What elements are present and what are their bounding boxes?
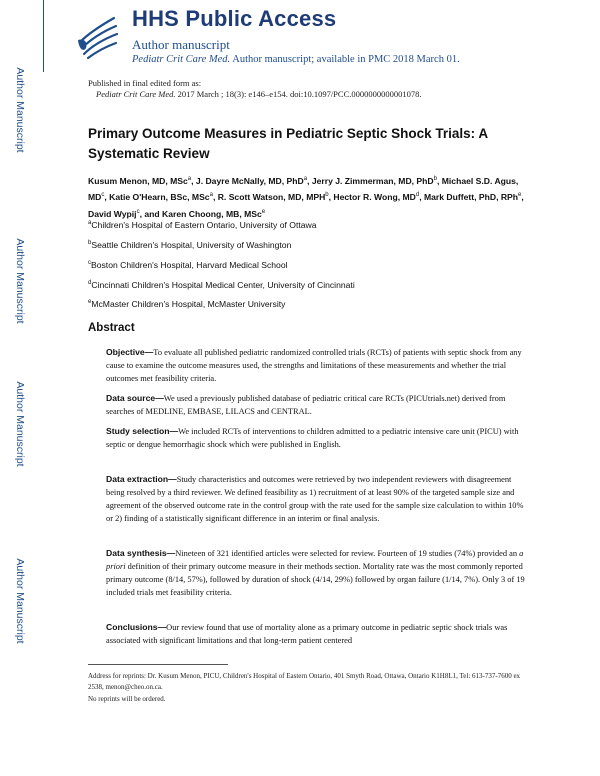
affiliation-mark: b xyxy=(88,240,92,247)
sidebar xyxy=(0,0,40,776)
abstract-heading: Abstract xyxy=(88,322,135,334)
page-header-subtitle: Author manuscript xyxy=(132,37,230,52)
section-text: Our review found that use of mortality alone as a primary outcome in pediatric septic shock trials was associated with significant limitations and that long-term patient centered xyxy=(106,623,508,646)
author-name: Mark Duffett, PhD, RPh xyxy=(423,192,519,203)
header-divider xyxy=(43,0,44,72)
article-title: Primary Outcome Measures in Pediatric Septic Shock Trials: A Systematic Review xyxy=(88,126,488,161)
citation xyxy=(96,89,422,99)
sidebar-label: Author Manuscript xyxy=(14,67,26,153)
author-name: Jerry J. Zimmerman, MD, PhD xyxy=(311,175,434,186)
abstract-data-source xyxy=(106,392,526,418)
abstract-data-synthesis xyxy=(106,547,526,599)
affiliation xyxy=(88,280,355,290)
abstract-study-selection xyxy=(106,425,526,451)
author-affiliation-mark: a xyxy=(209,192,213,199)
author-affiliation-mark: d xyxy=(415,192,420,199)
sidebar-label: Author Manuscript xyxy=(14,238,26,324)
section-text: definition of their primary outcome measure in their methods section. Mortality rate was the most commonly reported primary outcome (8/14, 57%), followed by duration of shock (4/14, 29%) followed by organ failure (1/14, 7%). Only 3 of 19 included trials met feasibility criteria. xyxy=(106,562,525,598)
author-name: Hector R. Wong, MD xyxy=(333,192,416,203)
section-text: We included RCTs of interventions to children admitted to a pediatric intensive care unit (PICU) with septic or dengue hemorrhagic shock which were published in English. xyxy=(106,427,519,450)
author-affiliation-mark: e xyxy=(261,208,266,215)
author-name: Kusum Menon, MD, MSc xyxy=(88,175,188,186)
affiliation-mark: c xyxy=(88,260,91,267)
section-label: Objective— xyxy=(106,347,154,357)
author-affiliation-mark: b xyxy=(433,176,437,182)
footnote-address: Address for reprints: Dr. Kusum Menon, PICU, Children's Hospital of Eastern Ontario, 401 Smyth Road, Ottawa, Ontario K1H8L1, Tel: 613-737-7600 ex 2538, menon@cheo.on.ca. xyxy=(88,672,521,691)
affiliation-text: Seattle Children's Hospital, University of Washington xyxy=(91,240,292,250)
author-affiliation-mark: e xyxy=(518,192,522,199)
journal-line xyxy=(132,54,460,65)
affiliation-text: Cincinnati Children's Hospital Medical Center, University of Cincinnati xyxy=(91,280,355,290)
author-name: Michael S.D. Agus, MD xyxy=(88,175,519,203)
abstract-data-extraction xyxy=(106,473,526,525)
author-list: Kusum Menon, MD, MSc$^a$, J. Dayre McNally, MD, PhD$^a$, Jerry J. Zimmerman, MD, PhD$^b$, Michael S.D. Agus, $MD^c$, Katie O'Hearn, BSc, MSc$^a$, R. Scott Watson, MD, MPH$^b$, Hector R. Wong, $MD^d$, Mark Duffett, PhD, RPh$^e$, David Wypij$^c$, and Karen Choong, MB, MSc$^e$ xyxy=(88,175,524,219)
author-affiliation-mark: a xyxy=(303,176,308,182)
affiliation-text: Children's Hospital of Eastern Ontario, University of Ottawa xyxy=(91,220,317,230)
footnote-divider xyxy=(88,664,228,665)
author-name: David Wypij xyxy=(88,208,137,219)
citation-journal: Pediatr Crit Care Med. xyxy=(96,89,176,99)
abstract-objective xyxy=(106,346,526,385)
section-label: Conclusions— xyxy=(106,622,167,632)
author-affiliation-mark: a xyxy=(187,176,192,182)
section-text: Study characteristics and outcomes were retrieved by two independent reviewers with disagreement being resolved by a third reviewer. We defined feasibility as 1) recruitment of at least 90% of the targeted sample size and agreement of the observed outcome rate in the control group with the rate used for the sample size calculation to within 10% or 2) finding of a statistically significant difference in an interim or final analysis. xyxy=(106,475,524,524)
sidebar-label: Author Manuscript xyxy=(14,381,26,467)
publication-note: Published in final edited form as: xyxy=(88,78,202,88)
section-text: We used a previously published database of pediatric critical care RCTs (PICUtrials.net) derived from searches of MEDLINE, EMBASE, LILACS and CENTRAL. xyxy=(106,394,506,417)
author-affiliation-mark: c xyxy=(101,192,105,199)
citation-details: 2017 March ; 18(3): e146–e154. doi:10.1097/PCC.0000000000001078. xyxy=(177,89,422,99)
sidebar-label: Author Manuscript xyxy=(14,558,26,644)
section-text: Nineteen of 321 identified articles were selected for review. Fourteen of 19 studies (74%) provided an xyxy=(175,549,520,558)
page-header-title: HHS Public Access xyxy=(132,6,337,31)
section-label: Study selection— xyxy=(106,426,179,436)
author-name: and Karen Choong, MB, MSc xyxy=(144,208,262,219)
author-name: J. Dayre McNally, MD, PhD xyxy=(195,175,304,186)
footnote-reprints: No reprints will be ordered. xyxy=(88,695,166,703)
section-text: To evaluate all published pediatric randomized controlled trials (RCTs) of patients with septic shock from any cause to examine the outcome measures used, the strengths and limitations of these measurements and whether the trial outcomes met feasibility criteria. xyxy=(106,348,522,384)
affiliation-mark: d xyxy=(88,280,92,287)
affiliation-text: Boston Children's Hospital, Harvard Medical School xyxy=(91,260,288,270)
author-affiliation-mark: c xyxy=(136,208,140,215)
affiliation-text: McMaster Children's Hospital, McMaster University xyxy=(91,299,286,309)
hhs-eagle-logo-icon xyxy=(74,12,120,62)
affiliation xyxy=(88,240,291,250)
author-name: Katie O'Hearn, BSc, MSc xyxy=(109,192,210,203)
affiliation-mark: a xyxy=(88,220,92,227)
affiliation-mark: e xyxy=(88,299,92,306)
affiliation xyxy=(88,220,317,230)
abstract-conclusions xyxy=(106,621,526,647)
section-text-italic: a priori xyxy=(106,549,524,572)
section-label: Data extraction— xyxy=(106,474,177,484)
affiliation xyxy=(88,299,285,309)
journal-name: Pediatr Crit Care Med. xyxy=(132,54,231,65)
section-label: Data source— xyxy=(106,393,164,403)
journal-availability: Author manuscript; available in PMC 2018 March 01. xyxy=(232,54,460,65)
section-label: Data synthesis— xyxy=(106,548,176,558)
author-name: R. Scott Watson, MD, MPH xyxy=(217,192,326,203)
author-affiliation-mark: b xyxy=(325,192,329,199)
affiliation xyxy=(88,260,288,270)
